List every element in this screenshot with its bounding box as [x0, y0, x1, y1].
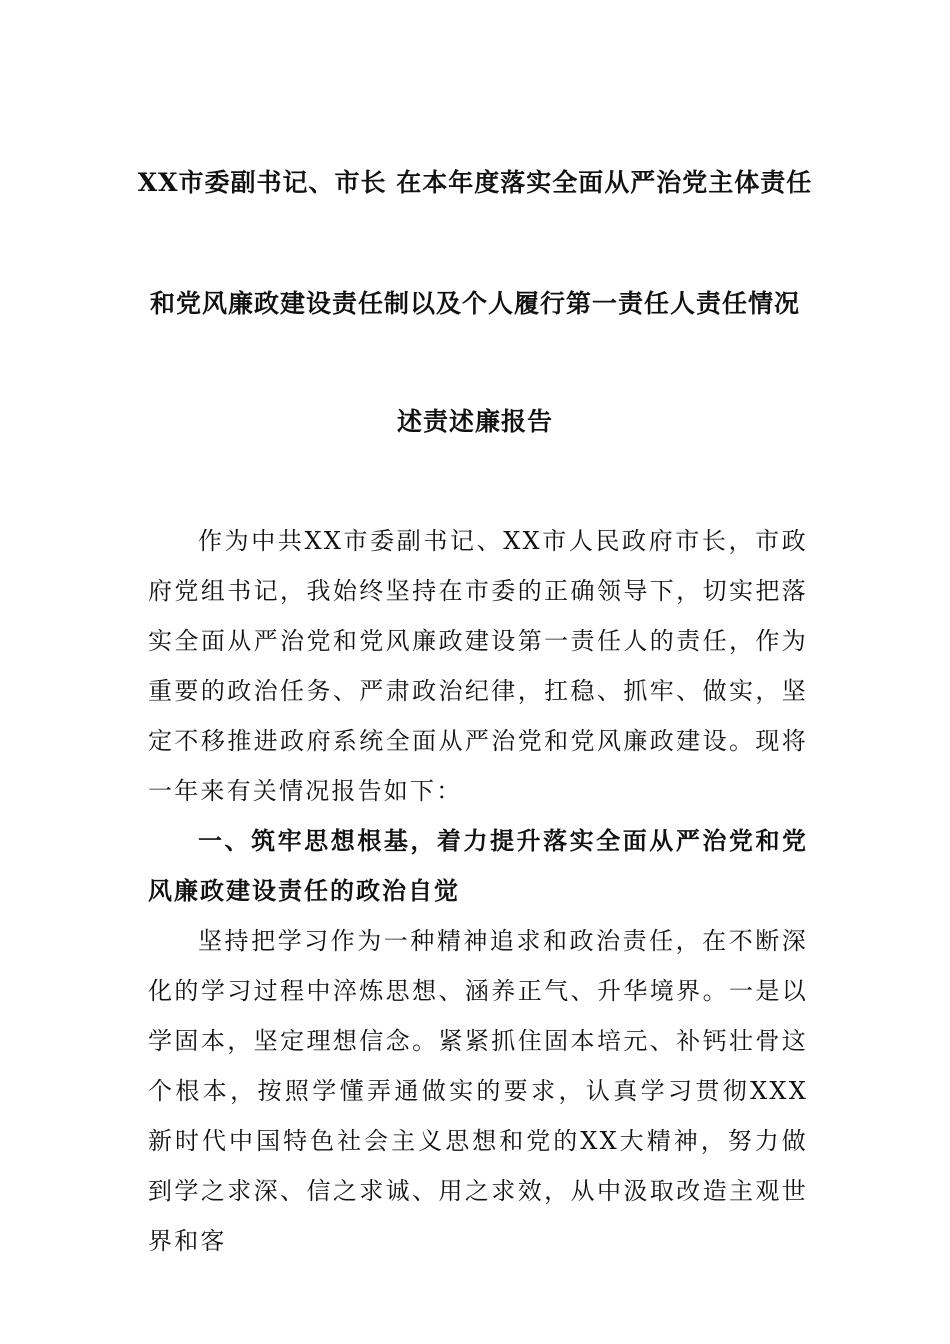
section-heading-1: 一、筑牢思想根基，着力提升落实全面从严治党和党风廉政建设责任的政治自觉	[148, 826, 808, 905]
document-body	[148, 516, 808, 1266]
intro-paragraph: 作为中共XX市委副书记、XX市人民政府市长，市政府党组书记，我始终坚持在市委的正确领导下，切实把落实全面从严治党和党风廉政建设第一责任人的责任，作为重要的政治任务、严肃政治纪律，扛稳、抓牢、做实，坚定不移推进政府系统全面从严治党和党风廉政建设。现将一年来有关情况报告如下：	[148, 527, 808, 805]
title-line-1: XX市委副书记、市长 在本年度落实全面从严治党主体责任	[137, 168, 813, 197]
title-line-3: 述责述廉报告	[396, 407, 553, 436]
section-1-paragraph: 坚持把学习作为一种精神追求和政治责任，在不断深化的学习过程中淬炼思想、涵养正气、升华境界。一是以学固本，坚定理想信念。紧紧抓住固本培元、补钙壮骨这个根本，按照学懂弄通做实的要求，认真学习贯彻XXX新时代中国特色社会主义思想和党的XX大精神，努力做到学之求深、信之求诚、用之求效，从中汲取改造主观世界和客	[148, 927, 808, 1255]
title-line-2: 和党风廉政建设责任制以及个人履行第一责任人责任情况	[149, 289, 800, 318]
